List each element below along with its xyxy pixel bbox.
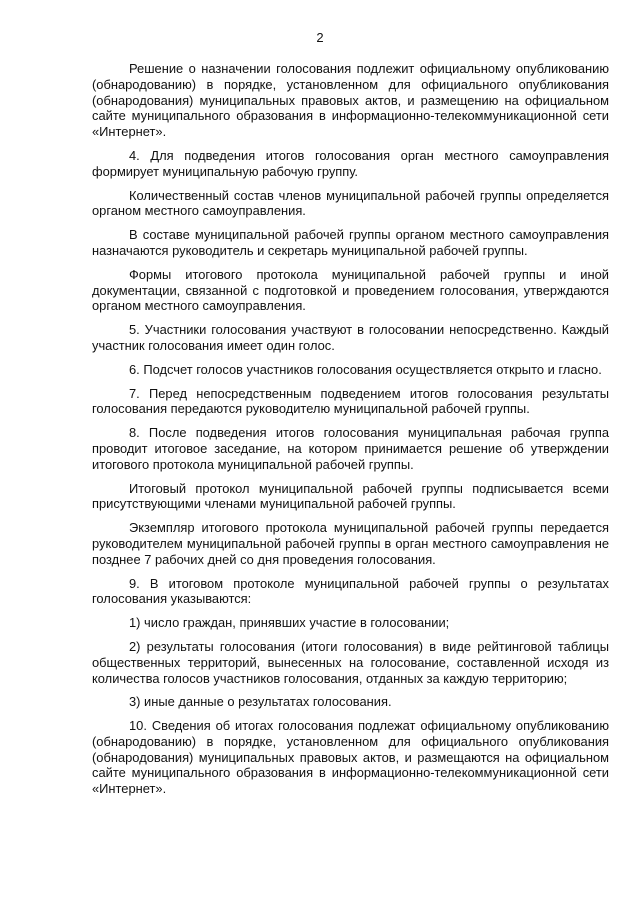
paragraph-publication-decision: Решение о назначении голосования подлежит официальному опубликованию (обнародованию) в порядке, установленном для официального опубликования (обнародования) муниципальных правовых актов, и размещению на официальном сайте муниципального образования в информационно-телекоммуникационной сети «Интернет». — [92, 61, 609, 140]
paragraph-item-7: 7. Перед непосредственным подведением итогов голосования результаты голосования передаются руководителю муниципальной рабочей группы. — [92, 385, 609, 417]
list-item-2: 2) результаты голосования (итоги голосования) в виде рейтинговой таблицы общественных территорий, вынесенных на голосование, составленной исходя из количества голосов участников голосования, отданных за каждую территорию; — [92, 638, 609, 686]
document-body — [92, 61, 609, 805]
paragraph-item-8: 8. После подведения итогов голосования муниципальная рабочая группа проводит итоговое заседание, на котором принимается решение об утверждении итогового протокола муниципальной рабочей группы. — [92, 425, 609, 472]
paragraph-group-composition: Количественный состав членов муниципальной рабочей группы определяется органом местного самоуправления. — [92, 187, 609, 219]
page-number: 2 — [316, 30, 324, 45]
list-item-3: 3) иные данные о результатах голосования. — [129, 694, 392, 710]
paragraph-protocol-transfer: Экземпляр итогового протокола муниципальной рабочей группы передается руководителем муниципальной рабочей группы в орган местного самоуправления не позднее 7 рабочих дней со дня проведения голосования. — [92, 520, 609, 567]
paragraph-protocol-signing: Итоговый протокол муниципальной рабочей группы подписывается всеми присутствующими членами муниципальной рабочей группы. — [92, 480, 609, 512]
list-item-1: 1) число граждан, принявших участие в голосовании; — [129, 615, 450, 631]
paragraph-item-4: 4. Для подведения итогов голосования орган местного самоуправления формирует муниципальную рабочую группу. — [92, 147, 609, 179]
paragraph-item-6: 6. Подсчет голосов участников голосования осуществляется открыто и гласно. — [129, 361, 602, 377]
paragraph-item-9: 9. В итоговом протоколе муниципальной рабочей группы о результатах голосования указываются: — [92, 575, 609, 607]
paragraph-protocol-forms: Формы итогового протокола муниципальной рабочей группы и иной документации, связанной с подготовкой и проведением голосования, утверждаются органом местного самоуправления. — [92, 266, 609, 314]
paragraph-item-5: 5. Участники голосования участвуют в голосовании непосредственно. Каждый участник голосования имеет один голос. — [92, 322, 609, 353]
paragraph-group-leadership: В составе муниципальной рабочей группы органом местного самоуправления назначаются руководитель и секретарь муниципальной рабочей группы. — [92, 227, 609, 258]
paragraph-item-10: 10. Сведения об итогах голосования подлежат официальному опубликованию (обнародованию) в порядке, установленном для официального опубликования (обнародования) муниципальных правовых актов, и размещаются на официальном сайте муниципального образования в информационно-телекоммуникационной сети «Интернет». — [92, 718, 609, 797]
